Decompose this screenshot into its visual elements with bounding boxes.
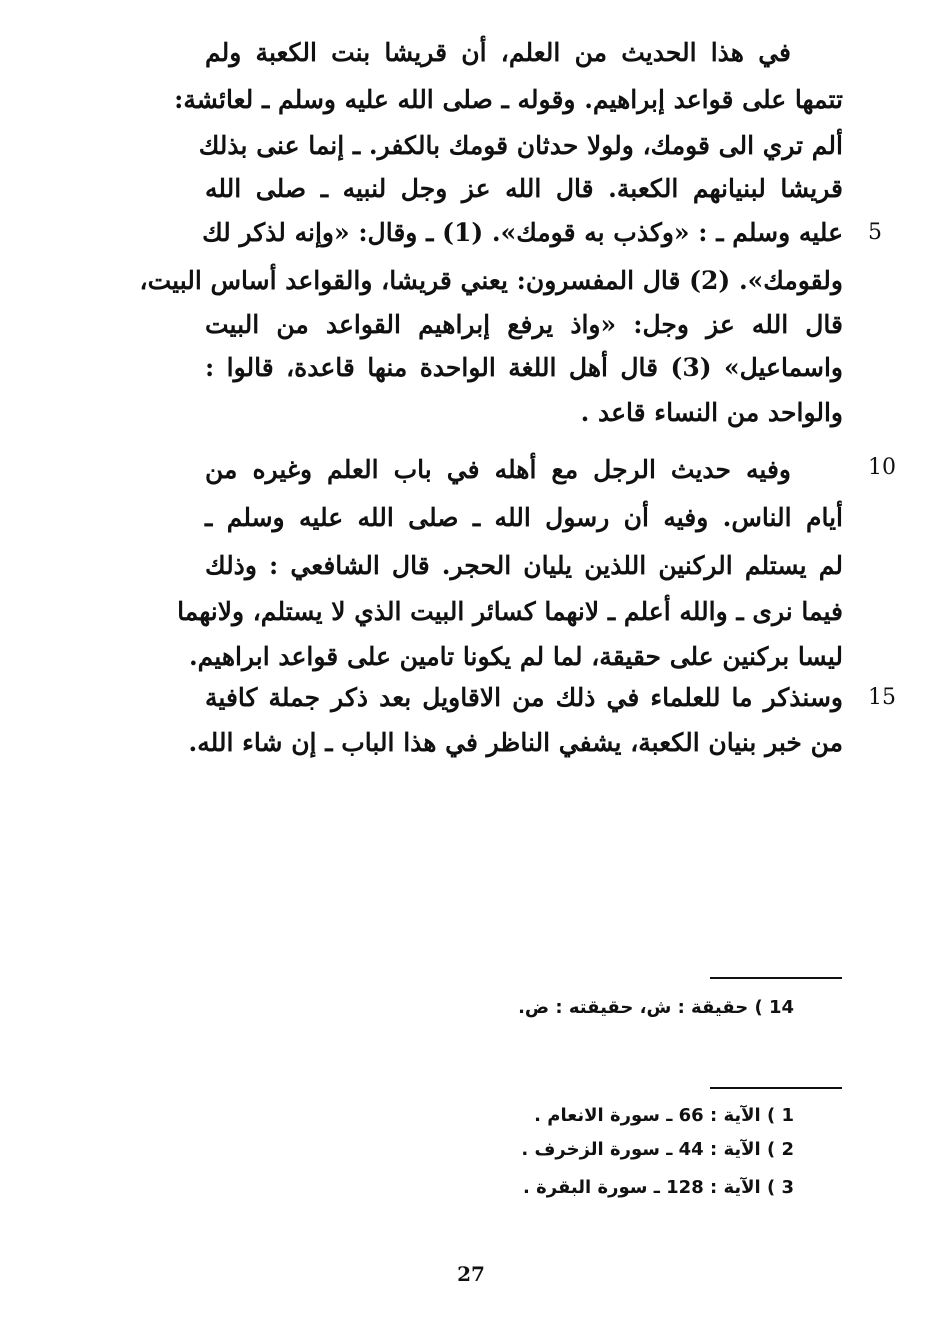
body-line: وسنذكر ما للعلماء في ذلك من الاقاويل بعد ذكر جملة كافية (205, 683, 843, 712)
footnote-separator (710, 1087, 842, 1089)
body-line: في هذا الحديث من العلم، أن قريشا بنت الكعبة ولم (205, 38, 791, 67)
body-line: من خبر بنيان الكعبة، يشفي الناظر في هذا الباب ـ إن شاء الله. (188, 728, 843, 757)
body-line: تتمها على قواعد إبراهيم. وقوله ـ صلى الله عليه وسلم ـ لعائشة: (174, 85, 843, 114)
body-line: ألم تري الى قومك، ولولا حدثان قومك بالكفر. ـ إنما عنى بذلك (198, 131, 843, 160)
footnote: 2 ) الآية : 44 ـ سورة الزخرف . (521, 1139, 794, 1160)
footnote: 3 ) الآية : 128 ـ سورة البقرة . (523, 1177, 794, 1198)
body-line: قال الله عز وجل: «واذ يرفع إبراهيم القواعد من البيت (205, 310, 843, 339)
body-line: عليه وسلم ـ : «وكذب به قومك». (1) ـ وقال: «وإنه لذكر لك (202, 218, 843, 247)
variant-note: 14 ) حقيقة : ش، حقيقته : ض. (518, 997, 794, 1018)
body-line: والواحد من النساء قاعد . (580, 398, 843, 427)
line-number: 10 (868, 455, 896, 480)
body-line: واسماعيل» (3) قال أهل اللغة الواحدة منها قاعدة، قالوا : (205, 353, 843, 382)
body-line: أيام الناس. وفيه أن رسول الله ـ صلى الله عليه وسلم ـ (205, 503, 843, 532)
body-line: قريشا لبنيانهم الكعبة. قال الله عز وجل لنبيه ـ صلى الله (205, 174, 843, 203)
line-number: 5 (868, 220, 882, 245)
line-number: 15 (868, 685, 896, 710)
page-number: 27 (457, 1262, 485, 1286)
body-line: وفيه حديث الرجل مع أهله في باب العلم وغيره من (205, 455, 791, 484)
body-line: ولقومك». (2) قال المفسرون: يعني قريشا، والقواعد أساس البيت، (139, 266, 843, 295)
body-line: لم يستلم الركنين اللذين يليان الحجر. قال الشافعي : وذلك (205, 551, 843, 580)
footnote: 1 ) الآية : 66 ـ سورة الانعام . (534, 1105, 794, 1126)
body-line: ليسا بركنين على حقيقة، لما لم يكونا تامين على قواعد ابراهيم. (188, 642, 843, 671)
body-line: فيما نرى ـ والله أعلم ـ لانهما كسائر البيت الذي لا يستلم، ولانهما (177, 597, 843, 626)
footnote-separator (710, 977, 842, 979)
